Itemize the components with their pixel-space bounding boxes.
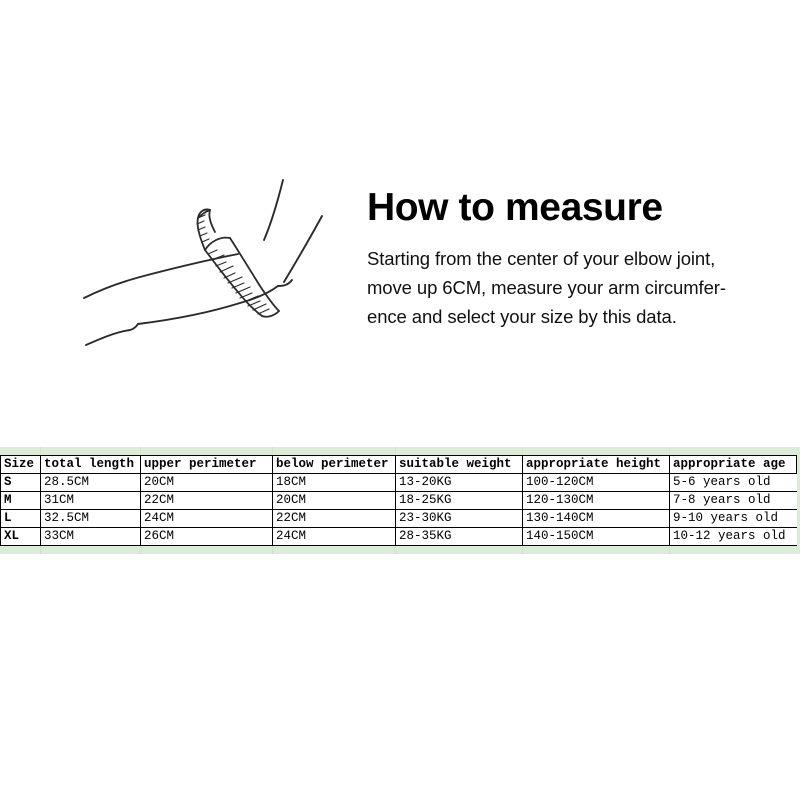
cell-below-perimeter: 24CM [273, 528, 396, 546]
arm-with-measuring-tape-diagram [78, 170, 368, 360]
size-chart-table [0, 455, 797, 546]
instructions-line: ence and select your size by this data. [367, 306, 677, 327]
table-row [1, 528, 797, 546]
page-title: How to measure [367, 186, 663, 229]
cell-appropriate-height: 120-130CM [523, 492, 670, 510]
cell-appropriate-height: 130-140CM [523, 510, 670, 528]
cell-total-length: 28.5CM [41, 474, 141, 492]
column-header-suitable-weight: suitable weight [396, 456, 523, 474]
cell-below-perimeter: 20CM [273, 492, 396, 510]
column-header-appropriate-age: appropriate age [670, 456, 797, 474]
column-header-below-perimeter: below perimeter [273, 456, 396, 474]
cell-appropriate-age: 7-8 years old [670, 492, 797, 510]
cell-total-length: 31CM [41, 492, 141, 510]
measure-instructions-block [367, 186, 787, 331]
cell-size: XL [1, 528, 41, 546]
cell-below-perimeter: 18CM [273, 474, 396, 492]
instructions-line: move up 6CM, measure your arm circumfer- [367, 277, 726, 298]
cell-size: S [1, 474, 41, 492]
cell-suitable-weight: 23-30KG [396, 510, 523, 528]
cell-upper-perimeter: 22CM [141, 492, 273, 510]
cell-size: L [1, 510, 41, 528]
cell-size: M [1, 492, 41, 510]
instructions-paragraph [367, 230, 787, 331]
cell-appropriate-age: 10-12 years old [670, 528, 797, 546]
tape-graduations [197, 215, 269, 314]
cell-upper-perimeter: 24CM [141, 510, 273, 528]
cell-appropriate-age: 5-6 years old [670, 474, 797, 492]
instructions-line: Starting from the center of your elbow joint, [367, 248, 716, 269]
arm-illustration-svg [78, 170, 368, 360]
cell-appropriate-age: 9-10 years old [670, 510, 797, 528]
table-header-row [1, 456, 797, 474]
table-row [1, 474, 797, 492]
cell-suitable-weight: 18-25KG [396, 492, 523, 510]
cell-upper-perimeter: 26CM [141, 528, 273, 546]
cell-below-perimeter: 22CM [273, 510, 396, 528]
cell-appropriate-height: 140-150CM [523, 528, 670, 546]
cell-suitable-weight: 28-35KG [396, 528, 523, 546]
table-row [1, 492, 797, 510]
measuring-tape [197, 209, 279, 316]
column-header-total-length: total length [41, 456, 141, 474]
column-header-size: Size [1, 456, 41, 474]
cell-suitable-weight: 13-20KG [396, 474, 523, 492]
arm-outline [84, 180, 322, 345]
cell-appropriate-height: 100-120CM [523, 474, 670, 492]
cell-total-length: 32.5CM [41, 510, 141, 528]
column-header-upper-perimeter: upper perimeter [141, 456, 273, 474]
cell-upper-perimeter: 20CM [141, 474, 273, 492]
column-header-appropriate-height: appropriate height [523, 456, 670, 474]
cell-total-length: 33CM [41, 528, 141, 546]
table-row [1, 510, 797, 528]
